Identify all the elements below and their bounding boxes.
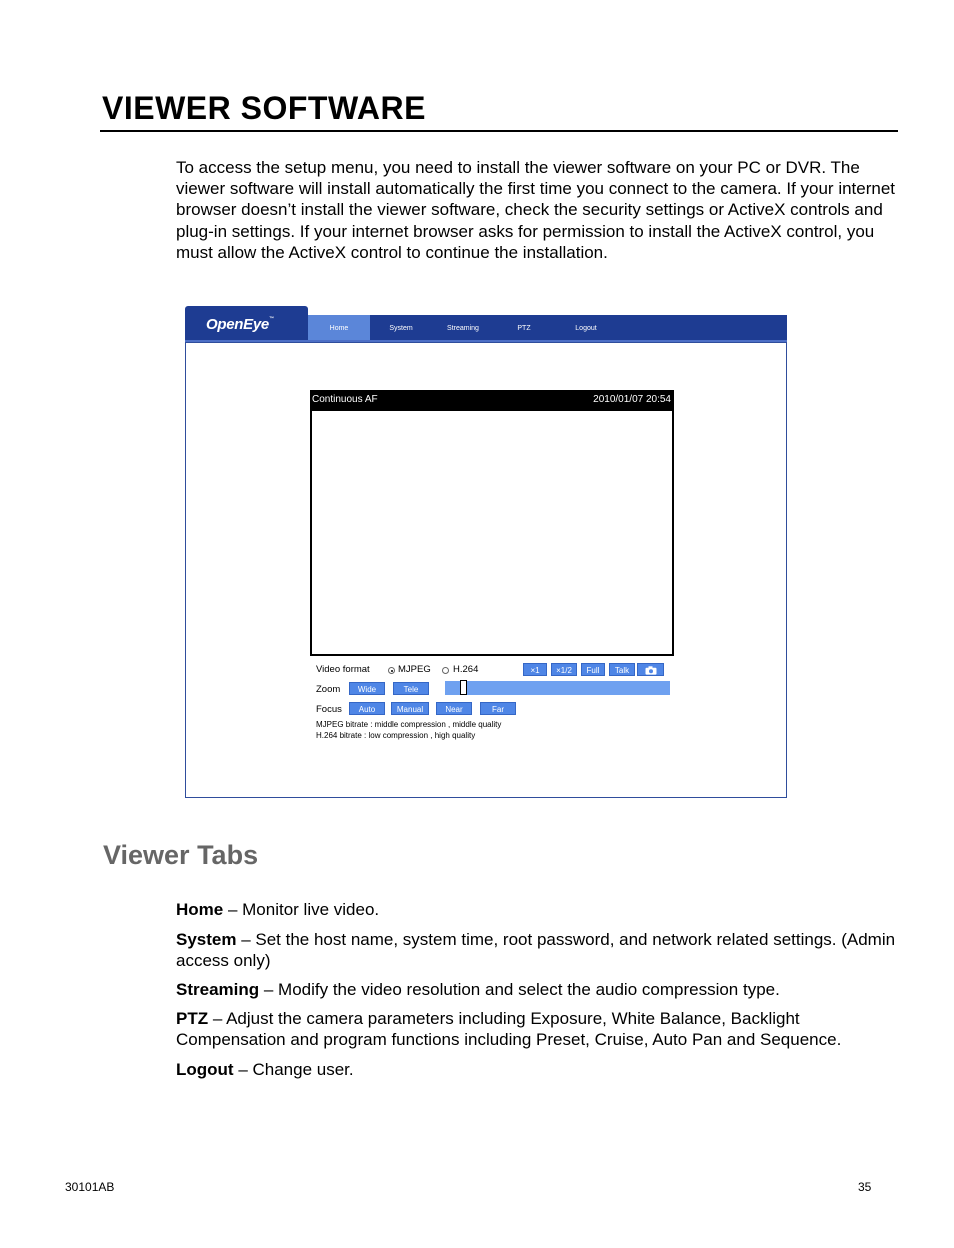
half-size-button[interactable]: ×1/2 bbox=[551, 663, 577, 676]
definition-ptz bbox=[176, 1008, 906, 1050]
definition-logout bbox=[176, 1059, 906, 1080]
viewer-screenshot bbox=[185, 306, 787, 797]
camera-icon bbox=[645, 666, 657, 675]
mjpeg-bitrate-note: MJPEG bitrate : middle compression , middle quality bbox=[316, 720, 502, 729]
video-timestamp: 2010/01/07 20:54 bbox=[593, 394, 671, 405]
tab-logout[interactable]: Logout bbox=[575, 325, 597, 332]
radio-mjpeg[interactable] bbox=[388, 667, 395, 674]
zoom-label: Zoom bbox=[316, 684, 341, 695]
h264-bitrate-note: H.264 bitrate : low compression , high quality bbox=[316, 731, 476, 740]
nav-underline bbox=[185, 340, 787, 342]
video-header bbox=[310, 390, 674, 409]
tab-streaming[interactable]: Streaming bbox=[447, 325, 479, 332]
openeye-logo: OpenEye™ bbox=[206, 316, 274, 333]
definition-system bbox=[176, 929, 906, 971]
definition-text: – Set the host name, system time, root password, and network related settings. (Admin access only) bbox=[176, 930, 896, 970]
definition-streaming bbox=[176, 979, 906, 1000]
definition-text: – Adjust the camera parameters including Exposure, White Balance, Backlight Compensation and program functions including Preset, Cruise, Auto Pan and Sequence. bbox=[176, 1009, 842, 1049]
definition-text: – Change user. bbox=[233, 1060, 354, 1079]
video-title: Continuous AF bbox=[312, 394, 378, 405]
definition-text: – Monitor live video. bbox=[223, 900, 380, 919]
zoom-slider-thumb[interactable] bbox=[460, 680, 467, 695]
footer-doc-id: 30101AB bbox=[65, 1180, 115, 1194]
snapshot-button[interactable] bbox=[637, 663, 664, 676]
definition-home bbox=[176, 899, 906, 920]
logo-tab bbox=[185, 306, 308, 342]
talk-button[interactable]: Talk bbox=[609, 663, 635, 676]
video-area[interactable] bbox=[310, 409, 674, 656]
focus-far-button[interactable]: Far bbox=[480, 702, 516, 715]
focus-near-button[interactable]: Near bbox=[436, 702, 472, 715]
term: Streaming bbox=[176, 980, 260, 999]
tab-system[interactable]: System bbox=[389, 325, 413, 332]
zoom-slider[interactable] bbox=[445, 681, 670, 695]
focus-auto-button[interactable]: Auto bbox=[349, 702, 385, 715]
tab-home[interactable]: Home bbox=[308, 315, 370, 342]
radio-mjpeg-label: MJPEG bbox=[398, 664, 431, 675]
page-title: VIEWER SOFTWARE bbox=[102, 90, 426, 126]
term: PTZ bbox=[176, 1009, 209, 1028]
tab-ptz[interactable]: PTZ bbox=[517, 325, 531, 332]
video-format-label: Video format bbox=[316, 664, 370, 675]
definition-text: – Modify the video resolution and select the audio compression type. bbox=[259, 980, 780, 999]
title-rule bbox=[100, 130, 898, 132]
x1-button[interactable]: ×1 bbox=[523, 663, 547, 676]
focus-manual-button[interactable]: Manual bbox=[391, 702, 429, 715]
intro-paragraph: To access the setup menu, you need to install the viewer software on your PC or DVR. The viewer software will install automatically the first time you connect to the camera. If your internet browser doesn’t install the viewer software, check the security settings or ActiveX controls and plug-in settings. If your internet browser asks for permission to install the ActiveX control, you must allow the ActiveX control to continue the installation. bbox=[176, 158, 896, 262]
full-button[interactable]: Full bbox=[581, 663, 605, 676]
term: Logout bbox=[176, 1060, 234, 1079]
focus-label: Focus bbox=[316, 704, 342, 715]
radio-h264[interactable] bbox=[442, 667, 449, 674]
term: Home bbox=[176, 900, 224, 919]
footer-page-number: 35 bbox=[858, 1180, 872, 1194]
radio-h264-label: H.264 bbox=[453, 664, 479, 675]
wide-button[interactable]: Wide bbox=[349, 682, 385, 695]
tele-button[interactable]: Tele bbox=[393, 682, 429, 695]
section-title: Viewer Tabs bbox=[103, 840, 259, 870]
term: System bbox=[176, 930, 237, 949]
